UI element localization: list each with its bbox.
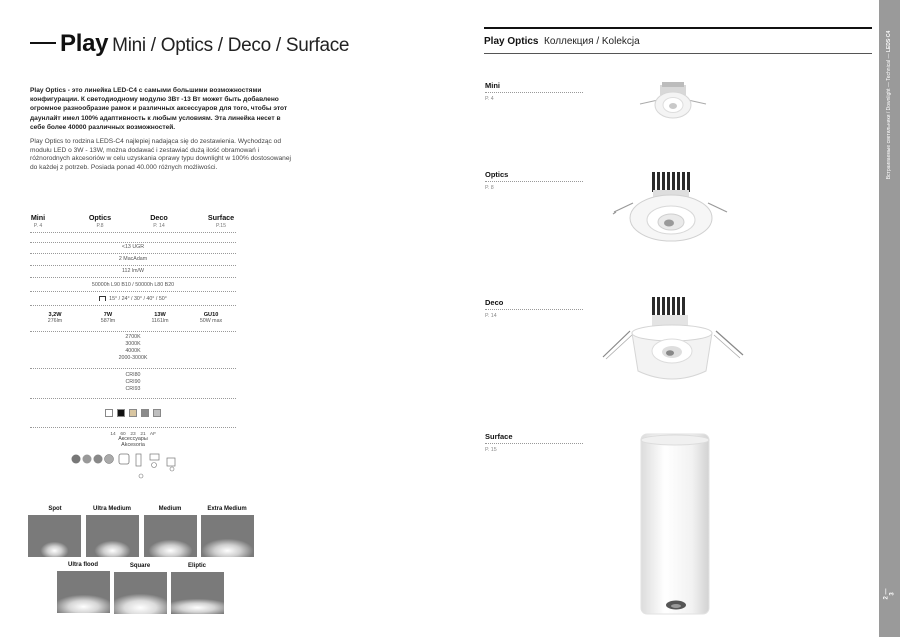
family-page: P.8 [96, 223, 104, 229]
spec-ugr: <13 UGR [30, 242, 236, 254]
accessory-icon [105, 455, 114, 464]
cri-90: CRI90 [125, 379, 141, 385]
family-deco [129, 213, 189, 229]
spec-lifetime: 50000h L90 B10 / 50000h L80 B20 [30, 279, 236, 292]
power-13w: 13W 1161lm [151, 312, 169, 324]
product-image-surface [620, 428, 738, 624]
page-title [30, 30, 349, 58]
beam-label-ultra-flood: Ultra flood [68, 562, 98, 568]
spec-finishes [30, 401, 236, 437]
family-name: Deco [150, 213, 168, 222]
accessory-icon [83, 455, 92, 464]
beam-label-square: Square [129, 563, 151, 569]
cct-dim: 2000-3000K [118, 355, 148, 361]
accessories-heading [30, 436, 236, 448]
spec-cct [30, 332, 236, 369]
section-page: P. 14 [485, 313, 497, 319]
beam-image-square [114, 572, 167, 614]
collection-name: Play Optics [484, 36, 539, 47]
power-7w: 7W 587lm [100, 312, 116, 324]
beam-image-eliptic [171, 572, 224, 614]
beam-image-ultra-medium [86, 515, 139, 557]
title-dash [30, 42, 56, 44]
family-page: P.15 [215, 223, 226, 229]
family-name: Surface [207, 213, 235, 222]
spec-beam-angles [30, 293, 236, 306]
power-gu10: GU10 50W max [199, 312, 223, 324]
section-name: Surface [485, 432, 583, 444]
cct-3000: 3000K [125, 341, 141, 347]
family-name: Optics [88, 213, 112, 222]
accessory-icon [119, 454, 129, 464]
accessory-icon [170, 467, 174, 471]
finish-swatch-white [105, 409, 113, 417]
right-title-rule [484, 53, 872, 54]
accessory-icon [94, 455, 103, 464]
finish-swatch-grey [141, 409, 149, 417]
family-mini [8, 213, 68, 229]
beam-label-extra-medium: Extra Medium [207, 506, 247, 512]
product-image-mini [636, 78, 710, 126]
product-image-deco [600, 295, 746, 389]
cct-2700: 2700K [125, 334, 141, 340]
accessories-ru: Аксессуары [118, 436, 148, 442]
finish-swatch-gold [129, 409, 137, 417]
spec-macadam: 2 MacAdam [30, 254, 236, 266]
beam-image-medium [144, 515, 197, 557]
accessory-icon [167, 458, 175, 466]
collection-ru: Коллекция [544, 36, 594, 47]
accessory-icon [139, 474, 143, 478]
family-page: P. 4 [33, 223, 43, 229]
title-subtitle: Mini / Optics / Deco / Surface [112, 35, 350, 56]
section-page: P. 15 [485, 447, 497, 453]
section-page: P. 8 [485, 185, 494, 191]
accessory-icon [150, 454, 159, 460]
family-page: P. 14 [153, 223, 165, 229]
beam-label-spot: Spot [48, 506, 62, 512]
beam-image-spot [28, 515, 81, 557]
right-top-rule [484, 27, 872, 29]
finish-swatch-black [117, 409, 125, 417]
right-page-title: Play Optics Коллекция / Kolekcja [484, 36, 640, 47]
section-mini [485, 81, 583, 102]
product-image-optics [611, 170, 729, 248]
beam-label-eliptic: Eliptic [187, 563, 206, 569]
beam-angle-icon [99, 296, 106, 301]
sidebar-text [886, 31, 892, 180]
accessories-pl: Akcesoria [121, 442, 145, 448]
cri-80: CRI80 [125, 372, 141, 378]
section-name: Mini [485, 81, 583, 93]
section-surface [485, 432, 583, 453]
finish-codes: 14 60 23 21 AF [110, 432, 157, 437]
beam-image-extra-medium [201, 515, 254, 557]
spec-efficacy: 112 lm/W [30, 266, 236, 278]
accessories-icons [70, 450, 190, 482]
finish-swatch-af [153, 409, 161, 417]
cri-93: CRI93 [125, 386, 141, 392]
family-name: Mini [30, 213, 46, 222]
finish-swatches [30, 404, 236, 422]
section-optics [485, 170, 583, 191]
family-optics [70, 213, 130, 229]
section-page: P. 4 [485, 96, 494, 102]
brand-name: Play [60, 30, 109, 57]
section-deco [485, 298, 583, 319]
beam-label-medium: Medium [158, 506, 182, 512]
collection-pl: Kolekcja [601, 36, 640, 47]
sidebar-brand: LEDS·C4 [886, 30, 892, 53]
spec-cri [30, 370, 236, 399]
power-3w: 3,2W 276lm [47, 312, 63, 324]
section-name: Optics [485, 170, 583, 182]
accessory-icon [152, 463, 157, 468]
beam-angle-values: 15° / 24° / 30° / 40° / 50° [109, 296, 167, 302]
section-name: Deco [485, 298, 583, 310]
intro-russian: Play Optics - это линейка LED-C4 с самыми большими возможностями конфигурации. К светодиодному модулю 3Вт -13 Вт может быть добавлено огромное разнообразие рамок и различных аксессуаров для того, чтобы этот даунлайт имел 100% адаптивность к любым условиям. Эта линейка несет в себе более 40000 различных возможностей. [30, 87, 288, 131]
beam-label-ultra-medium: Ultra Medium [92, 506, 131, 512]
cct-4000: 4000K [125, 348, 141, 354]
beam-image-ultra-flood [57, 571, 110, 613]
page-number: 2 — 3 [883, 588, 896, 600]
intro-polish: Play Optics to rodzina LEDS-C4 najlepiej nadająca się do zestawienia. Wychodząc od modułu LED o 3W - 13W, można dodawać i zestawiać dużą ilość obramowań i różnorodnych akcesoriów w celu uzyskania oprawy typu downlight w 100% dostosowanej do każdej z potrzeb. Posiada ponad 40.000 różnych możliwości. [30, 138, 291, 171]
accessory-icon [136, 454, 141, 466]
accessory-icon [72, 455, 81, 464]
sidebar-category: Встраиваемые светильники / Downlight — Technical — [886, 52, 892, 180]
family-surface [191, 213, 251, 229]
spec-powers [30, 309, 236, 332]
